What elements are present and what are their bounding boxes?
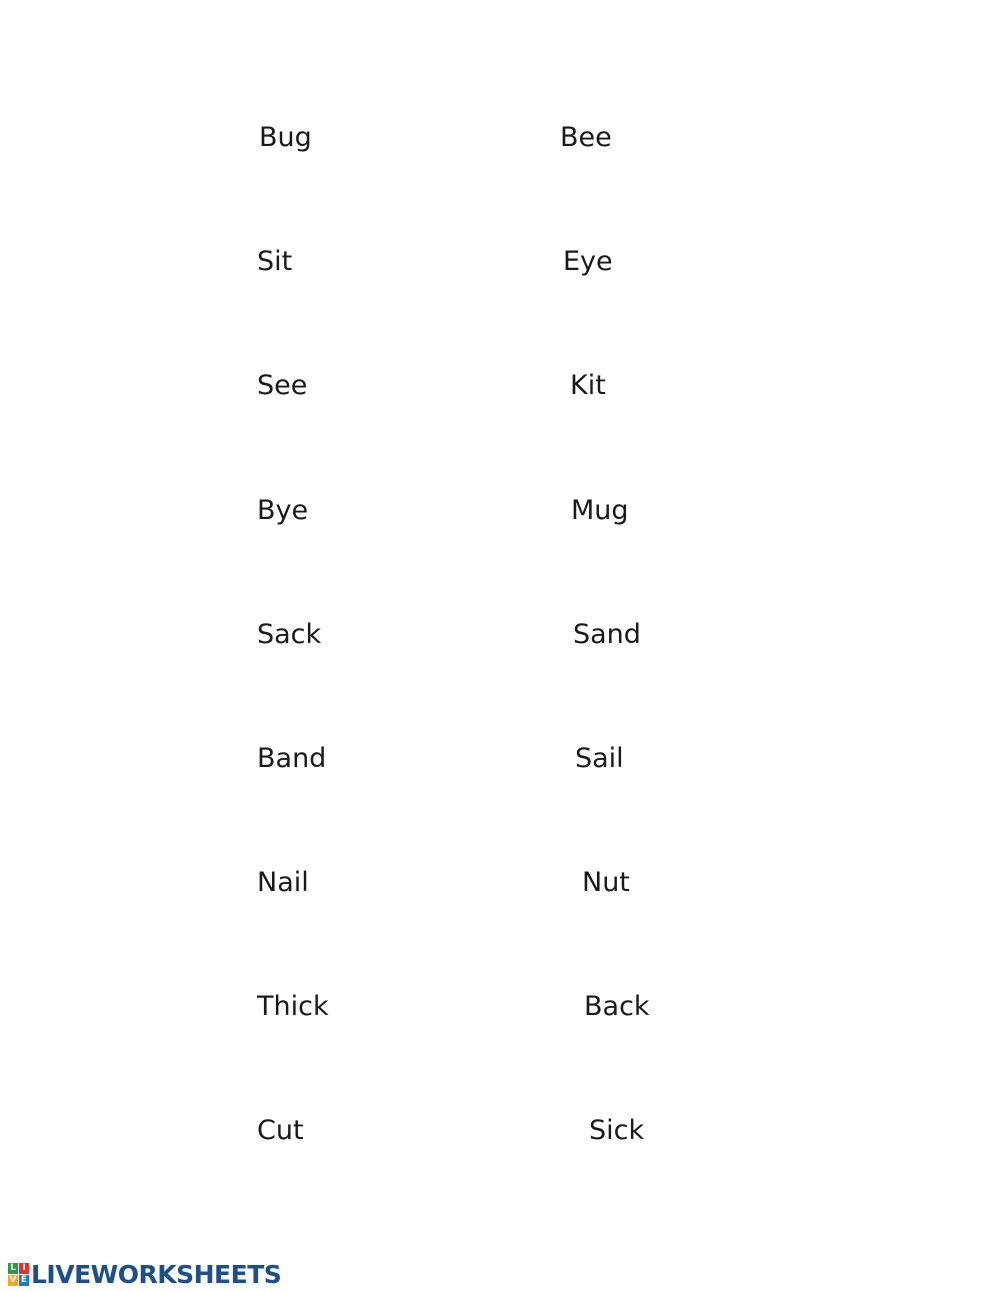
right-word[interactable]: Bee: [560, 122, 612, 153]
right-word[interactable]: Sick: [589, 1115, 645, 1146]
left-word[interactable]: Bye: [257, 495, 309, 526]
logo-letter: E: [20, 1274, 28, 1285]
right-word[interactable]: Sail: [575, 743, 624, 774]
left-word[interactable]: Sit: [257, 246, 293, 277]
right-word[interactable]: Kit: [570, 370, 606, 401]
right-word[interactable]: Back: [584, 991, 650, 1022]
logo-letter: L: [8, 1263, 18, 1274]
logo-letter: I: [19, 1263, 29, 1274]
left-word[interactable]: Sack: [257, 619, 322, 650]
liveworksheets-logo-icon: [8, 1263, 29, 1286]
liveworksheets-logo[interactable]: [8, 1261, 281, 1287]
left-word[interactable]: Cut: [257, 1115, 304, 1146]
right-word[interactable]: Eye: [563, 246, 613, 277]
left-word[interactable]: Band: [257, 743, 327, 774]
right-word[interactable]: Sand: [573, 619, 641, 650]
left-word[interactable]: Bug: [259, 122, 312, 153]
right-word[interactable]: Mug: [571, 495, 629, 526]
left-word[interactable]: See: [257, 370, 308, 401]
right-word[interactable]: Nut: [582, 867, 630, 898]
brand-name: LIVEWORKSHEETS: [31, 1259, 282, 1289]
left-word[interactable]: Nail: [257, 867, 309, 898]
left-word[interactable]: Thick: [257, 991, 329, 1022]
logo-letter: V: [9, 1274, 17, 1285]
